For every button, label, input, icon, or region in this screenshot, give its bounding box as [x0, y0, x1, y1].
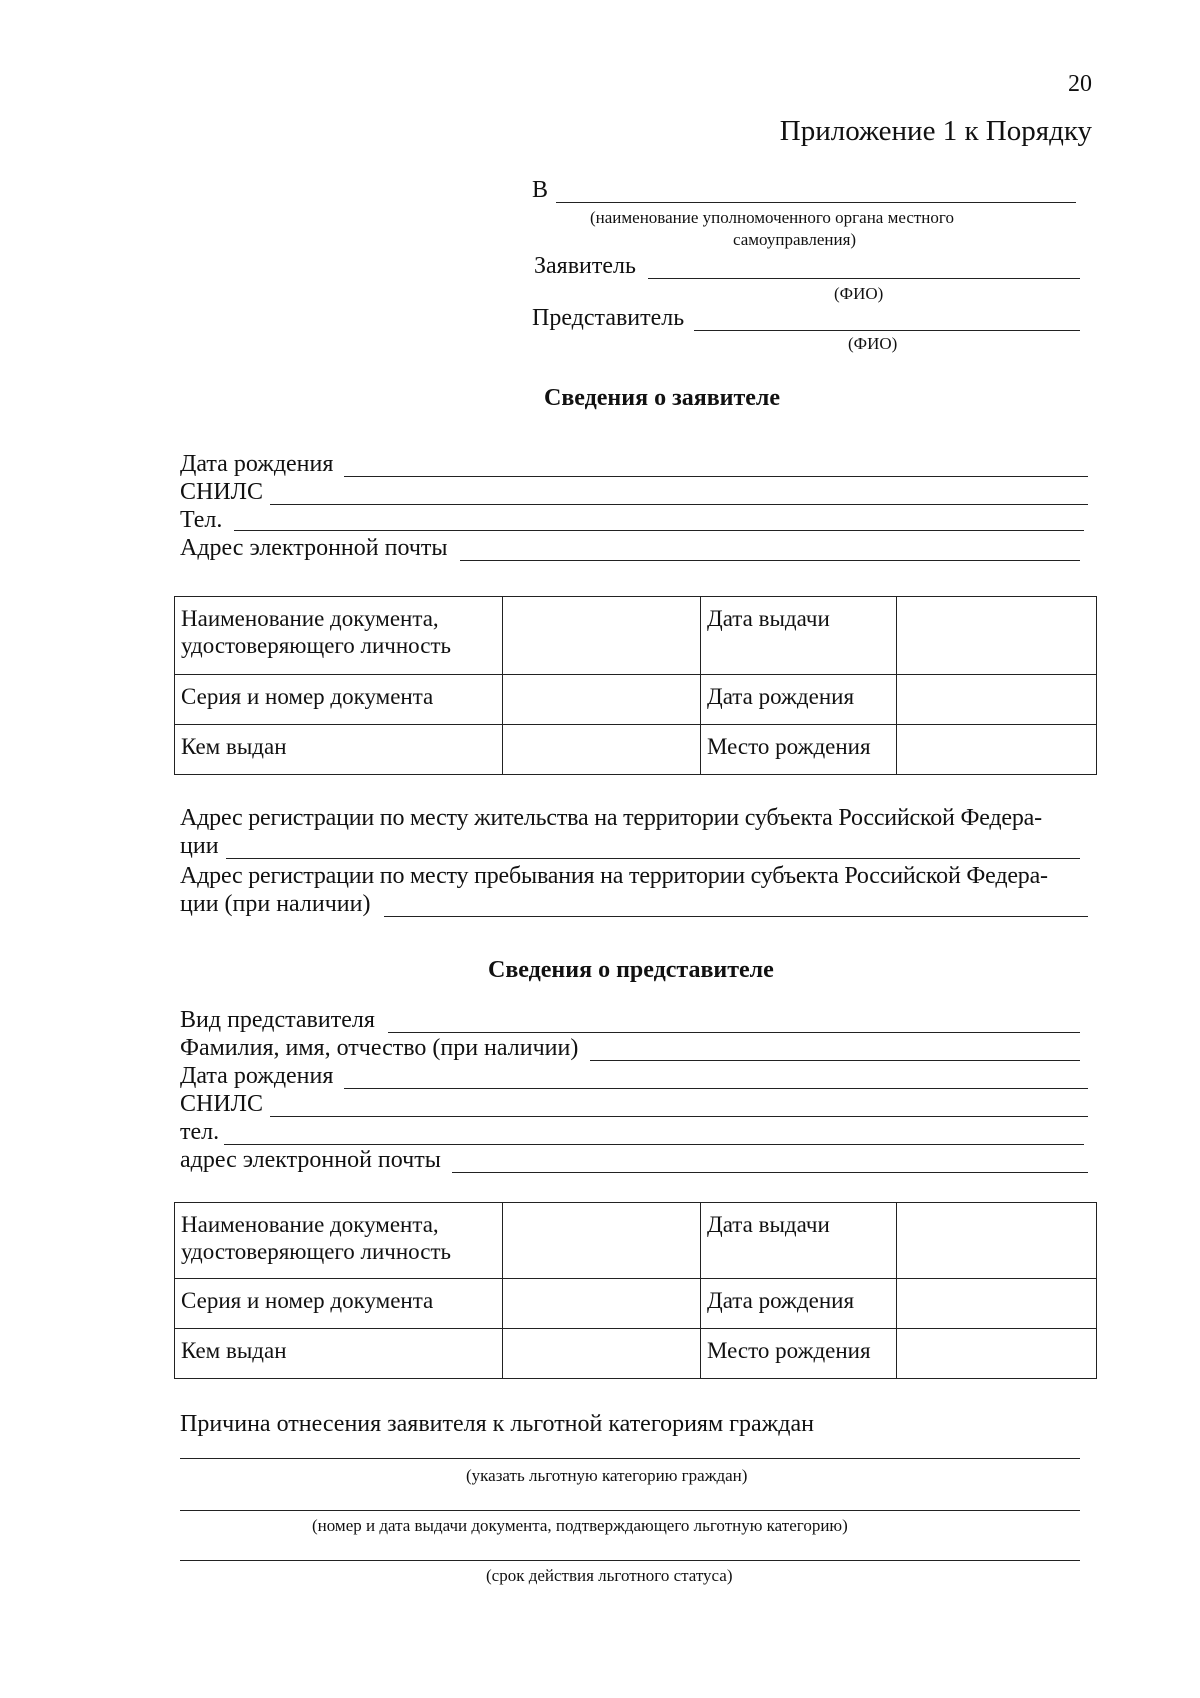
rep-email-field[interactable]: [452, 1172, 1088, 1173]
rep-type-field[interactable]: [388, 1032, 1080, 1033]
representative-section-title: Сведения о представителе: [488, 957, 774, 983]
doc-number-label: Серия и номер документа: [175, 1279, 503, 1329]
applicant-id-document-table: [174, 596, 1097, 775]
representative-id-document-table: [174, 1202, 1097, 1379]
rep-birthdate-label: Дата рождения: [180, 1063, 334, 1089]
rep-fullname-field[interactable]: [590, 1060, 1080, 1061]
to-field[interactable]: [556, 202, 1076, 203]
rep-fullname-label: Фамилия, имя, отчество (при наличии): [180, 1035, 579, 1061]
applicant-section-title: Сведения о заявителе: [544, 385, 781, 411]
table-row: [175, 1203, 1097, 1279]
residence-address-label-cont: ции: [180, 833, 219, 859]
issued-by-label: Кем выдан: [175, 1329, 503, 1379]
privilege-document-field[interactable]: [180, 1510, 1080, 1511]
rep-email-label: адрес электронной почты: [180, 1147, 441, 1173]
doc-number-value[interactable]: [503, 1279, 701, 1329]
birthdate-value[interactable]: [897, 675, 1097, 725]
table-row: [175, 725, 1097, 775]
rep-phone-field[interactable]: [224, 1144, 1084, 1145]
issue-date-value[interactable]: [897, 1203, 1097, 1279]
rep-snils-field[interactable]: [270, 1116, 1088, 1117]
applicant-birthdate-field[interactable]: [344, 476, 1088, 477]
applicant-phone-label: Тел.: [180, 507, 223, 533]
issued-by-value[interactable]: [503, 1329, 701, 1379]
stay-address-label: Адрес регистрации по месту пребывания на территории субъекта Российской Федера-: [180, 863, 1048, 889]
doc-name-value[interactable]: [503, 1203, 701, 1279]
birthdate-label: Дата рождения: [701, 1279, 897, 1329]
table-row: [175, 1329, 1097, 1379]
issue-date-label: Дата выдачи: [701, 597, 897, 675]
appendix-title: Приложение 1 к Порядку: [779, 115, 1092, 147]
representative-caption: (ФИО): [848, 334, 898, 353]
to-caption: (наименование уполномоченного органа местного: [590, 208, 954, 227]
residence-address-label: Адрес регистрации по месту жительства на территории субъекта Российской Федера-: [180, 805, 1042, 831]
privilege-reason-label: Причина отнесения заявителя к льготной категориям граждан: [180, 1411, 814, 1437]
stay-address-field[interactable]: [384, 916, 1088, 917]
to-label: В: [532, 177, 549, 203]
rep-type-label: Вид представителя: [180, 1007, 375, 1033]
doc-name-label: Наименование документа, удостоверяющего личность: [175, 597, 503, 675]
birthdate-value[interactable]: [897, 1279, 1097, 1329]
to-caption-cont: самоуправления): [733, 230, 857, 249]
rep-birthdate-field[interactable]: [344, 1088, 1088, 1089]
applicant-snils-label: СНИЛС: [180, 479, 263, 505]
stay-address-label-cont: ции (при наличии): [180, 891, 371, 917]
applicant-label: Заявитель: [534, 253, 636, 279]
applicant-name-field[interactable]: [648, 278, 1080, 279]
issue-date-value[interactable]: [897, 597, 1097, 675]
privilege-term-caption: (срок действия льготного статуса): [486, 1566, 733, 1585]
birthplace-label: Место рождения: [701, 725, 897, 775]
privilege-term-field[interactable]: [180, 1560, 1080, 1561]
birthplace-label: Место рождения: [701, 1329, 897, 1379]
doc-number-label: Серия и номер документа: [175, 675, 503, 725]
rep-snils-label: СНИЛС: [180, 1091, 263, 1117]
birthplace-value[interactable]: [897, 725, 1097, 775]
privilege-category-field[interactable]: [180, 1458, 1080, 1459]
doc-name-value[interactable]: [503, 597, 701, 675]
table-row: [175, 597, 1097, 675]
residence-address-field[interactable]: [226, 858, 1080, 859]
table-row: [175, 675, 1097, 725]
representative-name-field[interactable]: [694, 330, 1080, 331]
issue-date-label: Дата выдачи: [701, 1203, 897, 1279]
applicant-birthdate-label: Дата рождения: [180, 451, 334, 477]
table-row: [175, 1279, 1097, 1329]
applicant-email-field[interactable]: [460, 560, 1080, 561]
birthdate-label: Дата рождения: [701, 675, 897, 725]
privilege-document-caption: (номер и дата выдачи документа, подтверждающего льготную категорию): [312, 1516, 848, 1535]
privilege-category-caption: (указать льготную категорию граждан): [466, 1466, 748, 1485]
rep-phone-label: тел.: [180, 1119, 220, 1145]
applicant-snils-field[interactable]: [270, 504, 1088, 505]
issued-by-value[interactable]: [503, 725, 701, 775]
page-number: 20: [1068, 71, 1092, 97]
doc-name-label: Наименование документа, удостоверяющего личность: [175, 1203, 503, 1279]
applicant-email-label: Адрес электронной почты: [180, 535, 448, 561]
issued-by-label: Кем выдан: [175, 725, 503, 775]
representative-label: Представитель: [532, 305, 685, 331]
applicant-phone-field[interactable]: [234, 530, 1084, 531]
birthplace-value[interactable]: [897, 1329, 1097, 1379]
applicant-caption: (ФИО): [834, 284, 884, 303]
doc-number-value[interactable]: [503, 675, 701, 725]
